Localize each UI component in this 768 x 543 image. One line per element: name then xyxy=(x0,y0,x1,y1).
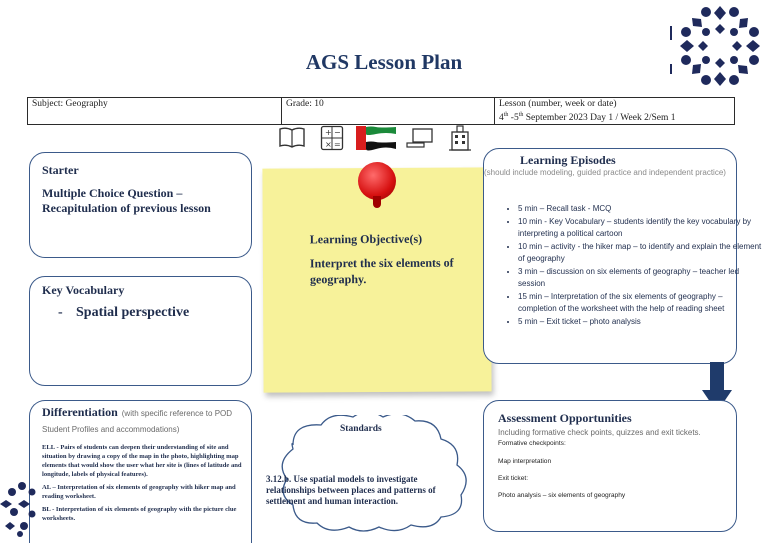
lesson-value-sup1: th xyxy=(503,112,509,118)
pushpin-icon xyxy=(358,162,396,200)
episode-item: • 15 min – Interpretation of the six elements of geography – completion of the worksheet with the help of reading sheet xyxy=(518,291,762,315)
icon-row xyxy=(278,124,478,152)
episodes-heading: Learning Episodes xyxy=(520,153,616,167)
lesson-cell xyxy=(495,98,734,124)
differentiation-heading: Differentiation xyxy=(42,405,118,419)
episodes-subheading: (should include modeling, guided practice and independent practice) xyxy=(484,168,726,177)
math-icon xyxy=(320,125,344,151)
building-icon xyxy=(448,124,472,152)
objective-heading: Learning Objective(s) xyxy=(309,231,423,247)
learning-episodes-box xyxy=(483,148,762,364)
differentiation-item-ell: ELL - Pairs of students can deepen their understanding of site and situation by drawing a copy of the map in the photo, highlighting map elements that would show the user what her site is (lines of latitude and longitude, labels of physical features). xyxy=(42,444,242,478)
school-logo-small-icon xyxy=(0,478,44,538)
book-icon xyxy=(278,126,306,150)
lesson-value-pre: 4 xyxy=(499,113,504,124)
lesson-value-post: September 2023 Day 1 / Week 2/Sem 1 xyxy=(523,113,676,124)
page-title: AGS Lesson Plan xyxy=(305,50,463,74)
assessment-box xyxy=(483,400,737,532)
lesson-label: Lesson (number, week or date) xyxy=(499,99,617,109)
svg-text:−: − xyxy=(334,128,341,137)
vocab-heading: Key Vocabulary xyxy=(42,283,125,297)
standards-text: 3.12.b. Use spatial models to investigate relationships between places and patterns of settlement and human interaction. xyxy=(266,474,436,506)
vocab-dash: - xyxy=(58,305,63,320)
svg-text:+: + xyxy=(325,128,332,137)
assessment-line: Photo analysis – six elements of geography xyxy=(498,492,626,499)
differentiation-subheading: (with specific reference to POD Student Profiles and accommodations) xyxy=(42,409,233,434)
computer-icon xyxy=(406,127,434,149)
standards-heading: Standards xyxy=(340,424,382,434)
assessment-subheading: Including formative check points, quizzes and exit tickets. xyxy=(498,428,701,437)
lesson-value-mid: -5 xyxy=(508,113,519,124)
episodes-list xyxy=(488,203,762,329)
svg-text:×: × xyxy=(325,140,332,149)
subject-cell xyxy=(28,98,282,124)
lesson-value-sup2: th xyxy=(518,112,524,118)
subject-text: Subject: Geography xyxy=(32,99,108,109)
school-logo-icon xyxy=(670,2,766,90)
episode-item: • 10 min – activity - the hiker map – to identify and explain the element of geography xyxy=(518,241,762,265)
assessment-line: Map interpretation xyxy=(498,458,552,465)
starter-text: Multiple Choice Question – Recapitulation of previous lesson xyxy=(42,186,211,215)
assessment-heading: Assessment Opportunities xyxy=(498,411,632,425)
differentiation-box xyxy=(29,400,252,543)
episode-item: • 5 min – Recall task - MCQ xyxy=(518,203,762,215)
starter-heading: Starter xyxy=(42,163,79,177)
grade-text: Grade: 10 xyxy=(286,99,324,109)
starter-box xyxy=(29,152,252,258)
differentiation-item-bl: BL - Interpretation of six elements of geography with the picture clue worksheets. xyxy=(42,506,237,522)
vocab-text: Spatial perspective xyxy=(76,305,190,320)
lesson-info-table xyxy=(27,97,735,125)
assessment-line: Formative checkpoints: xyxy=(498,440,566,447)
assessment-line: Exit ticket: xyxy=(498,475,529,482)
vocab-box xyxy=(29,276,252,386)
differentiation-item-al: AL – Interpretation of six elements of geography with hiker map and reading worksheet. xyxy=(42,484,236,500)
objective-text: Interpret the six elements of geography. xyxy=(309,255,454,287)
episode-item: • 3 min – discussion on six elements of geography – teacher led session xyxy=(518,266,762,290)
svg-text:=: = xyxy=(334,140,341,149)
grade-cell xyxy=(282,98,495,124)
lesson-value xyxy=(499,110,730,124)
uae-flag-icon xyxy=(356,124,396,152)
differentiation-header xyxy=(42,405,247,437)
episode-item: • 5 min – Exit ticket – photo analysis xyxy=(518,316,762,328)
episode-item: • 10 min - Key Vocabulary – students identify the key vocabulary by interpreting a political cartoon xyxy=(518,216,762,240)
pushpin-stem xyxy=(373,196,381,208)
